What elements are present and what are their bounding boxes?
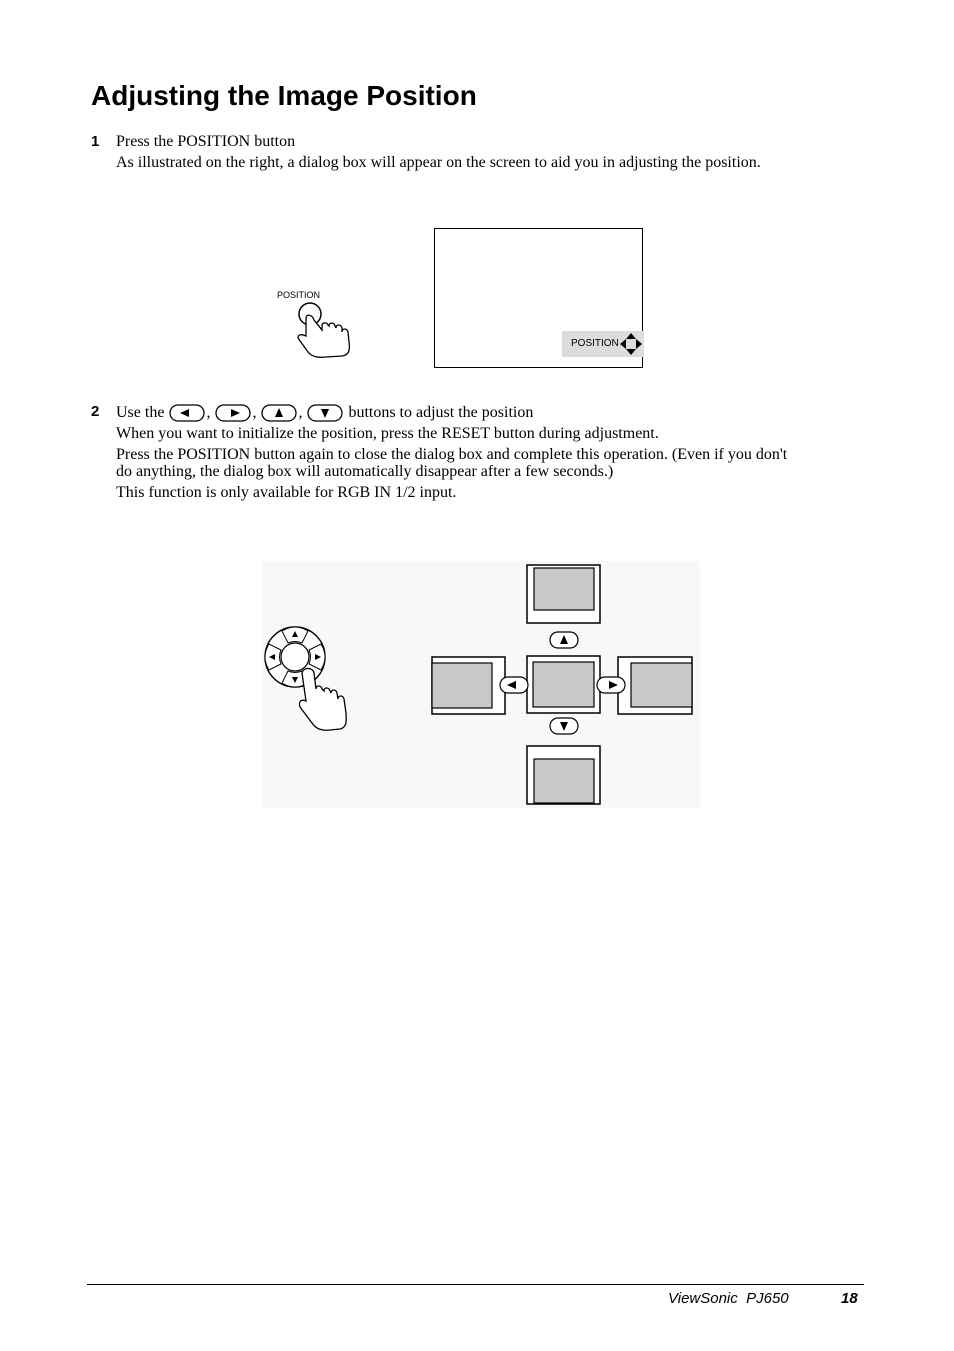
step-2-line-3b: do anything, the dialog box will automatically disappear after a few seconds.) — [116, 463, 614, 480]
step-1-text: As illustrated on the right, a dialog box will appear on the screen to aid you in adjusting the position. — [116, 154, 761, 171]
footer-brand: ViewSonic PJ650 — [668, 1290, 789, 1307]
step-2-suffix: buttons to adjust the position — [348, 404, 534, 421]
up-arrow-icon — [261, 404, 297, 422]
step-2-line-4: This function is only available for RGB IN 1/2 input. — [116, 484, 457, 501]
step-2-line-3a: Press the POSITION button again to close the dialog box and complete this operation. (Even if you don't — [116, 446, 788, 463]
directional-pad-and-screens-diagram — [262, 561, 700, 808]
step-2-line-2: When you want to initialize the position, press the RESET button during adjustment. — [116, 425, 659, 442]
step-1-heading: Press the POSITION button — [116, 133, 296, 150]
screen-preview — [434, 228, 643, 368]
step-2-number: 2 — [91, 403, 100, 420]
position-adjustment-diagram — [262, 561, 700, 808]
step-1-number: 1 — [91, 133, 100, 150]
four-way-arrow-icon — [618, 331, 644, 357]
hand-icon — [299, 669, 346, 731]
step-2-prefix: Use the — [116, 404, 165, 421]
directional-pad-icon — [265, 627, 325, 687]
left-arrow-icon — [169, 404, 205, 422]
position-button-label: POSITION — [277, 290, 321, 300]
hand-pressing-button-icon — [262, 300, 372, 380]
page-title: Adjusting the Image Position — [91, 80, 477, 111]
position-dialog-label: POSITION — [571, 338, 619, 349]
footer-divider — [87, 1284, 864, 1285]
down-arrow-icon — [307, 404, 343, 422]
right-arrow-icon — [215, 404, 251, 422]
page-number: 18 — [841, 1290, 858, 1307]
position-button-illustration — [262, 280, 372, 370]
step-2-heading: Use the , , , buttons to adjust the position — [116, 404, 534, 421]
position-dialog — [562, 331, 644, 357]
